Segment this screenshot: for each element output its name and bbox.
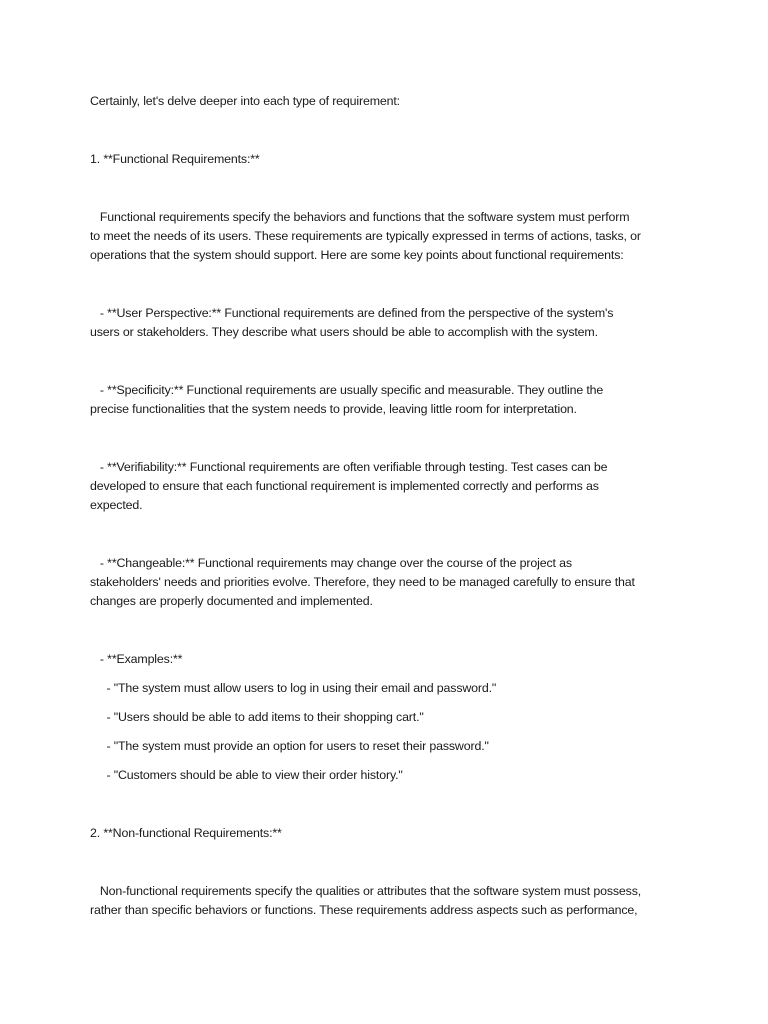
example-item: - "The system must provide an option for users to reset their password." bbox=[90, 739, 489, 753]
specificity-line-2: precise functionalities that the system needs to provide, leaving little room for interpretation. bbox=[90, 402, 577, 416]
example-item: - "The system must allow users to log in using their email and password." bbox=[90, 681, 497, 695]
user-perspective-line-1: - **User Perspective:** Functional requirements are defined from the perspective of the system's bbox=[90, 306, 614, 320]
verifiability-line-2: developed to ensure that each functional requirement is implemented correctly and performs as bbox=[90, 479, 599, 493]
examples-heading: - **Examples:** bbox=[90, 652, 183, 666]
changeable-line-3: changes are properly documented and implemented. bbox=[90, 594, 373, 608]
changeable-line-2: stakeholders' needs and priorities evolve. Therefore, they need to be managed carefully to ensure that bbox=[90, 575, 635, 589]
nonfunctional-paragraph-line-1: Non-functional requirements specify the qualities or attributes that the software system must possess, bbox=[90, 884, 642, 898]
example-item: - "Users should be able to add items to their shopping cart." bbox=[90, 710, 424, 724]
user-perspective-line-2: users or stakeholders. They describe what users should be able to accomplish with the system. bbox=[90, 325, 598, 339]
functional-paragraph-line-3: operations that the system should support. Here are some key points about functional requirements: bbox=[90, 248, 624, 262]
specificity-line-1: - **Specificity:** Functional requirements are usually specific and measurable. They outline the bbox=[90, 383, 604, 397]
functional-paragraph-line-1: Functional requirements specify the behaviors and functions that the software system must perform bbox=[90, 210, 630, 224]
functional-paragraph-line-2: to meet the needs of its users. These requirements are typically expressed in terms of actions, tasks, or bbox=[90, 229, 641, 243]
verifiability-line-3: expected. bbox=[90, 498, 143, 512]
changeable-line-1: - **Changeable:** Functional requirements may change over the course of the project as bbox=[90, 556, 572, 570]
example-item: - "Customers should be able to view their order history." bbox=[90, 768, 403, 782]
verifiability-line-1: - **Verifiability:** Functional requirements are often verifiable through testing. Test cases can be bbox=[90, 460, 608, 474]
functional-heading: 1. **Functional Requirements:** bbox=[90, 152, 260, 166]
intro-text: Certainly, let's delve deeper into each type of requirement: bbox=[90, 94, 400, 108]
nonfunctional-paragraph-line-2: rather than specific behaviors or functions. These requirements address aspects such as performance, bbox=[90, 903, 638, 917]
nonfunctional-heading: 2. **Non-functional Requirements:** bbox=[90, 826, 282, 840]
